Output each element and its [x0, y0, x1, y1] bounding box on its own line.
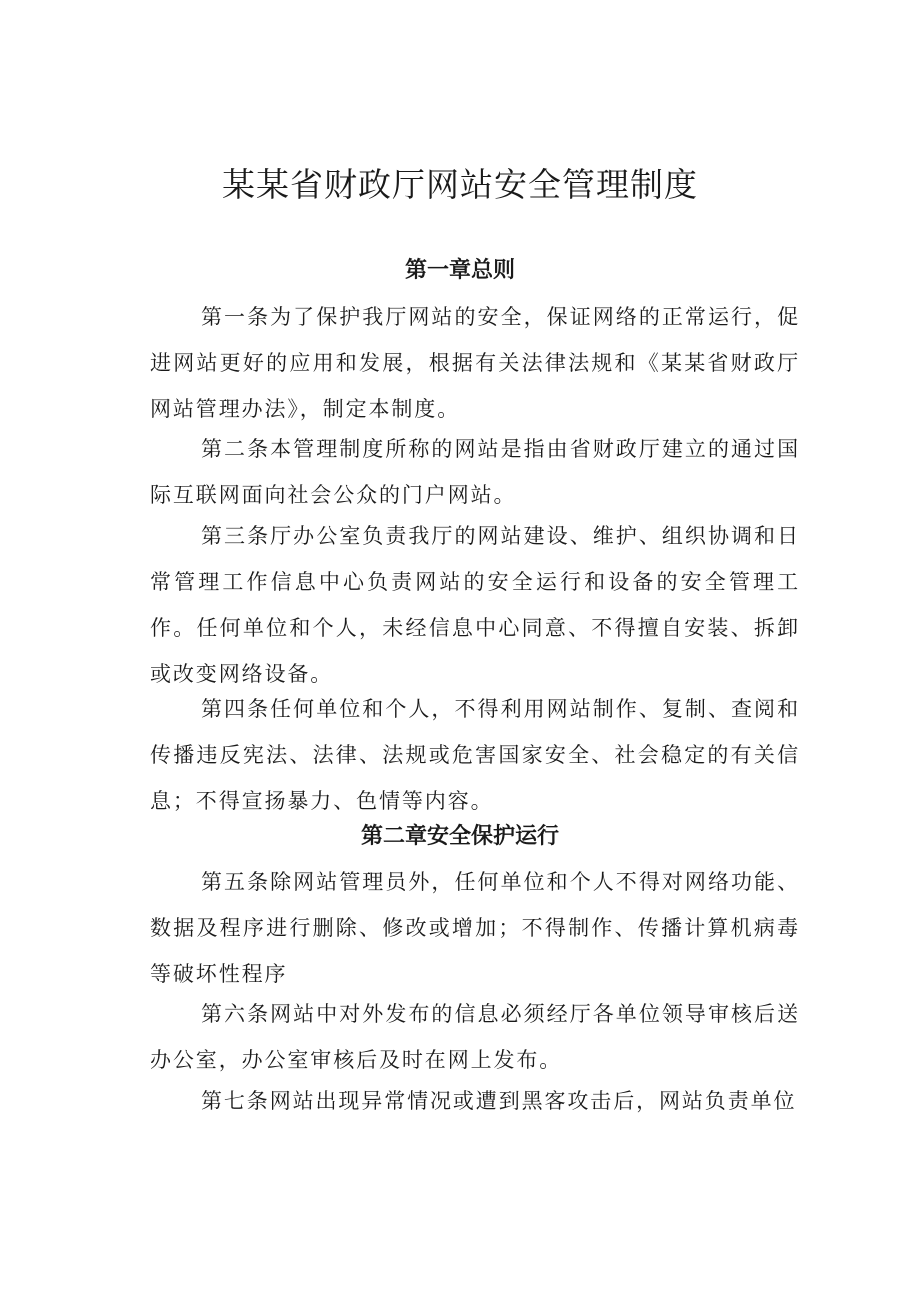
chapter-heading-2: 第二章安全保护运行: [360, 824, 559, 849]
chapter-heading-1: 第一章总则: [404, 258, 515, 283]
article-4: 第四条任何单位和个人，不得利用网站制作、复制、查阅和传播违反宪法、法律、法规或危害国家安全、社会稳定的有关信息；不得宣扬暴力、色情等内容。: [150, 697, 800, 813]
article-1: 第一条为了保护我厅网站的安全，保证网络的正常运行，促进网站更好的应用和发展，根据有关法律法规和《某某省财政厅网站管理办法》，制定本制度。: [150, 305, 800, 421]
article-3: 第三条厅办公室负责我厅的网站建设、维护、组织协调和日常管理工作信息中心负责网站的安全运行和设备的安全管理工作。任何单位和个人，未经信息中心同意、不得擅自安装、拆卸或改变网络设备。: [150, 524, 800, 686]
document-title: 某某省财政厅网站安全管理制度: [222, 165, 698, 204]
article-2: 第二条本管理制度所称的网站是指由省财政厅建立的通过国际互联网面向社会公众的门户网站。: [150, 437, 800, 507]
article-5: 第五条除网站管理员外，任何单位和个人不得对网络功能、数据及程序进行删除、修改或增加；不得制作、传播计算机病毒等破坏性程序: [150, 870, 800, 986]
article-6: 第六条网站中对外发布的信息必须经厅各单位领导审核后送办公室，办公室审核后及时在网上发布。: [150, 1002, 800, 1072]
article-7: 第七条网站出现异常情况或遭到黑客攻击后，网站负责单位: [201, 1089, 797, 1113]
